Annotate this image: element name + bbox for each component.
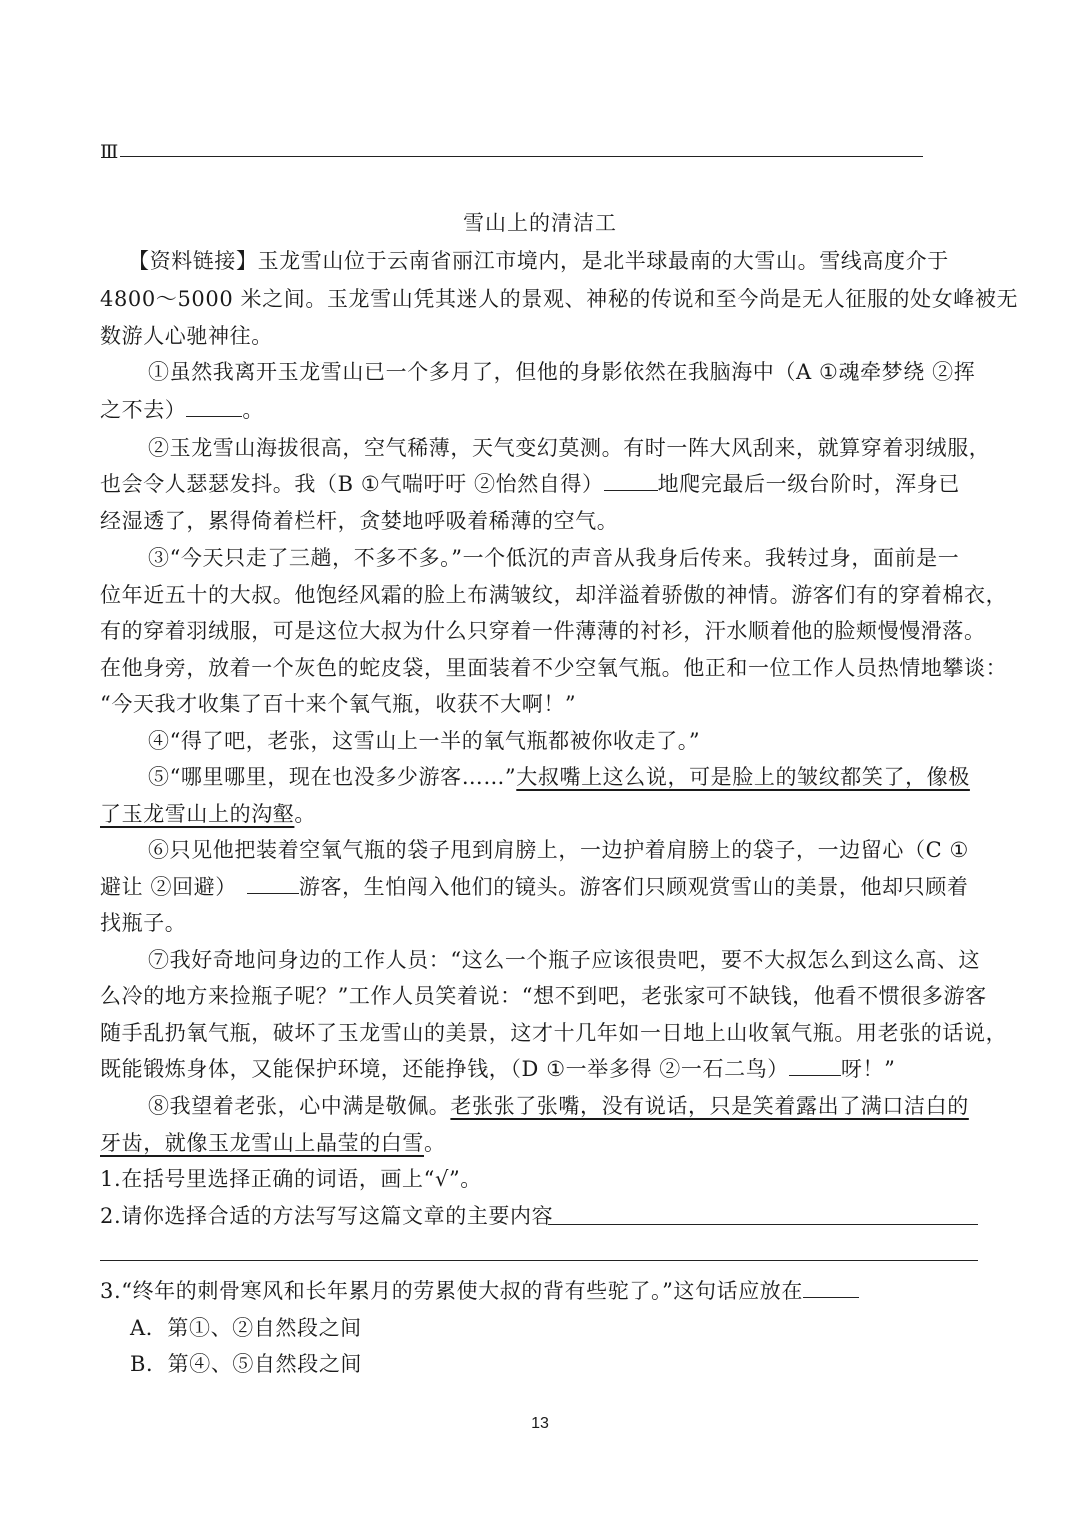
paragraph-4-line-1: ④“得了吧，老张，这雪山上一半的氧气瓶都被你收走了。” — [148, 729, 701, 753]
paragraph-6-line-1: ⑥只见他把装着空氧气瓶的袋子甩到肩膀上，一边护着肩膀上的袋子，一边留心（C ① — [148, 838, 969, 862]
question-2: 2.请你选择合适的方法写写这篇文章的主要内容 — [100, 1204, 554, 1228]
paragraph-8-text: ⑧我望着老张，心中满是敬佩。 — [148, 1094, 451, 1118]
page-number: 13 — [531, 1415, 549, 1432]
paragraph-1-line-1: ①虽然我离开玉龙雪山已一个多月了，但他的身影依然在我脑海中（A ①魂牵梦绕 ②挥 — [148, 360, 976, 384]
resource-line-3: 数游人心驰神往。 — [100, 324, 273, 348]
resource-line-1: 【资料链接】玉龙雪山位于云南省丽江市境内，是北半球最南的大雪山。雪线高度介于 — [128, 249, 949, 273]
paragraph-7-line-2: 么冷的地方来捡瓶子呢？”工作人员笑着说：“想不到吧，老张家可不缺钱，他看不惯很多游客 — [100, 984, 987, 1008]
blank-b[interactable] — [604, 472, 658, 491]
paragraph-7-line-4 — [100, 1054, 895, 1084]
paragraph-2-text: 也会令人瑟瑟发抖。我（B ①气喘吁吁 ②怡然自得） — [100, 472, 604, 496]
answer-line-q2-b[interactable] — [100, 1260, 978, 1261]
paragraph-5-end: 。 — [294, 802, 317, 826]
answer-line-q2-a[interactable] — [548, 1224, 978, 1225]
paragraph-8-line-1 — [148, 1091, 969, 1121]
paragraph-7-line-3: 随手乱扔氧气瓶，破坏了玉龙雪山的美景，这才十几年如一日地上山收氧气瓶。用老张的话说， — [100, 1021, 1008, 1045]
underlined-sentence-2a: 老张张了张嘴，没有说话，只是笑着露出了满口洁白的 — [450, 1094, 969, 1118]
paragraph-7-end: 呀！” — [840, 1057, 896, 1081]
paragraph-3-line-2: 位年近五十的大叔。他饱经风霜的脸上布满皱纹，却洋溢着骄傲的神情。游客们有的穿着棉衣， — [100, 583, 1008, 607]
roman-numeral-label: Ⅲ — [100, 141, 119, 163]
paragraph-8-end: 。 — [424, 1131, 446, 1155]
paragraph-6-line-3: 找瓶子。 — [100, 911, 187, 935]
paragraph-5-line-2 — [100, 799, 316, 829]
answer-blank-q3[interactable] — [803, 1279, 859, 1298]
paragraph-3-line-3: 有的穿着羽绒服，可是这位大叔为什么只穿着一件薄薄的衬衫，汗水顺着他的脸颊慢慢滑落。 — [100, 619, 986, 643]
blank-c[interactable] — [247, 875, 299, 894]
answer-line-3[interactable] — [120, 156, 923, 157]
paragraph-5-quote: ⑤“哪里哪里，现在也没多少游客……” — [148, 765, 517, 789]
paragraph-5-line-1 — [148, 762, 970, 792]
paragraph-6-choice: 避让 ②回避） — [100, 875, 237, 899]
option-b[interactable]: B．第④、⑤自然段之间 — [130, 1352, 363, 1376]
passage-title: 雪山上的清洁工 — [463, 211, 617, 235]
underlined-sentence-1b: 了玉龙雪山上的沟壑 — [100, 802, 295, 826]
paragraph-1-line-2 — [100, 395, 264, 425]
question-3-text: 3.“终年的刺骨寒风和长年累月的劳累使大叔的背有些驼了。”这句话应放在 — [100, 1279, 804, 1303]
blank-d[interactable] — [789, 1057, 841, 1076]
question-1: 1.在括号里选择正确的词语，画上“√”。 — [100, 1167, 482, 1191]
blank-a[interactable] — [186, 398, 242, 417]
question-3 — [100, 1276, 859, 1306]
paragraph-2-line-2 — [100, 469, 960, 499]
paragraph-8-line-2 — [100, 1128, 446, 1158]
paragraph-7-text: 既能锻炼身体，又能保护环境，还能挣钱，（D ①一举多得 ②一石二鸟） — [100, 1057, 789, 1081]
paragraph-3-line-1: ③“今天只走了三趟，不多不多。”一个低沉的声音从我身后传来。我转过身，面前是一 — [148, 546, 960, 570]
underlined-sentence-1a: 大叔嘴上这么说，可是脸上的皱纹都笑了，像极 — [516, 765, 970, 789]
resource-line-2: 4800～5000 米之间。玉龙雪山凭其迷人的景观、神秘的传说和至今尚是无人征服的处女峰被无 — [100, 287, 1019, 311]
paragraph-6-line-2 — [100, 872, 968, 902]
paragraph-1-text: 之不去） — [100, 398, 187, 422]
underlined-sentence-2b: 牙齿，就像玉龙雪山上晶莹的白雪 — [100, 1131, 424, 1155]
paragraph-7-line-1: ⑦我好奇地问身边的工作人员：“这么一个瓶子应该很贵吧，要不大叔怎么到这么高、这 — [148, 948, 981, 972]
paragraph-2-line-1: ②玉龙雪山海拔很高，空气稀薄，天气变幻莫测。有时一阵大风刮来，就算穿着羽绒服， — [148, 436, 991, 460]
option-a[interactable]: A．第①、②自然段之间 — [130, 1316, 362, 1340]
paragraph-3-line-4: 在他身旁，放着一个灰色的蛇皮袋，里面装着不少空氧气瓶。他正和一位工作人员热情地攀谈： — [100, 656, 1008, 680]
paragraph-6-rest: 游客，生怕闯入他们的镜头。游客们只顾观赏雪山的美景，他却只顾着 — [298, 875, 969, 899]
paragraph-1-end: 。 — [242, 398, 265, 422]
paragraph-2-line-3: 经湿透了，累得倚着栏杆，贪婪地呼吸着稀薄的空气。 — [100, 509, 619, 533]
paragraph-2-rest: 地爬完最后一级台阶时，浑身已 — [657, 472, 961, 496]
paragraph-3-line-5: “今天我才收集了百十来个氧气瓶，收获不大啊！” — [100, 692, 577, 716]
